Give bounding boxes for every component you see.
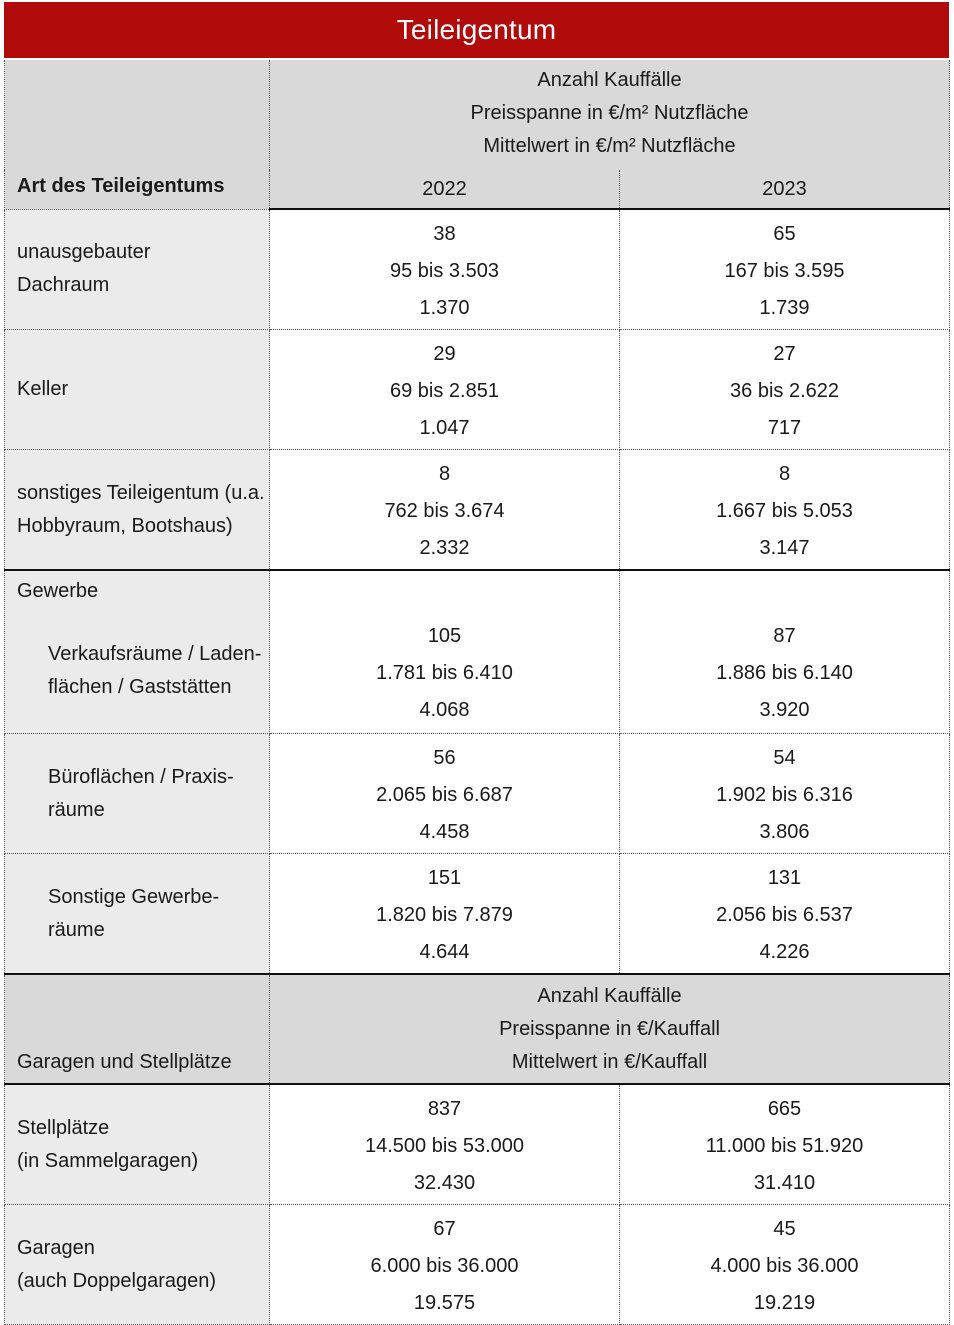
row-label: Sonstige Gewerbe- räume [5,854,270,975]
table-row [5,1084,950,1205]
row-label: unausgebauter Dachraum [5,209,270,330]
table-row [5,570,950,734]
table-title: Teileigentum [4,2,949,58]
table-row [5,1205,950,1325]
header-line-count: Anzahl Kauffälle [537,69,682,91]
cell-2022: 105 1.781 bis 6.410 4.068 [270,570,620,734]
cell-2022: 29 69 bis 2.851 1.047 [270,330,620,450]
header-row [5,60,950,170]
header-line-mean: Mittelwert in €/m² Nutzfläche [483,135,736,157]
cell-2022: 56 2.065 bis 6.687 4.458 [270,734,620,854]
header-line-range: Preisspanne in €/m² Nutzfläche [470,102,749,124]
row-label: Gewerbe Verkaufsräume / Laden- flächen / Gaststätten [5,570,270,734]
cell-2023: 45 4.000 bis 36.000 19.219 [620,1205,950,1325]
table-row [5,734,950,854]
cell-2023: 87 1.886 bis 6.140 3.920 [620,570,950,734]
table-row [5,450,950,571]
cell-2023: 131 2.056 bis 6.537 4.226 [620,854,950,975]
cell-2022: 38 95 bis 3.503 1.370 [270,209,620,330]
year-2022: 2022 [270,170,620,209]
cell-2022: 837 14.500 bis 53.000 32.430 [270,1084,620,1205]
header-metrics [270,60,950,170]
garagen-header-label: Garagen und Stellplätze [5,974,270,1084]
cell-2023: 8 1.667 bis 5.053 3.147 [620,450,950,571]
cell-2023: 27 36 bis 2.622 717 [620,330,950,450]
table-row [5,854,950,975]
garagen-header-row [5,974,950,1084]
cell-2023: 65 167 bis 3.595 1.739 [620,209,950,330]
cell-2023: 54 1.902 bis 6.316 3.806 [620,734,950,854]
table-frame [4,2,949,1312]
cell-2023: 665 11.000 bis 51.920 31.410 [620,1084,950,1205]
cell-2022: 8 762 bis 3.674 2.332 [270,450,620,571]
table-row [5,209,950,330]
cell-2022: 67 6.000 bis 36.000 19.575 [270,1205,620,1325]
garagen-header-metrics: Anzahl Kauffälle Preisspanne in €/Kauffall Mittelwert in €/Kauffall [270,974,950,1084]
row-label: Garagen (auch Doppelgaragen) [5,1205,270,1325]
year-2023: 2023 [620,170,950,209]
header-row-label: Art des Teileigentums [5,60,270,209]
row-label: sonstiges Teileigentum (u.a. Hobbyraum, Bootshaus) [5,450,270,571]
price-table [4,60,950,1325]
gewerbe-title: Gewerbe [17,580,99,602]
cell-2022: 151 1.820 bis 7.879 4.644 [270,854,620,975]
row-label: Keller [5,330,270,450]
row-label: Stellplätze (in Sammelgaragen) [5,1084,270,1205]
table-row [5,330,950,450]
row-label: Büroflächen / Praxis- räume [5,734,270,854]
